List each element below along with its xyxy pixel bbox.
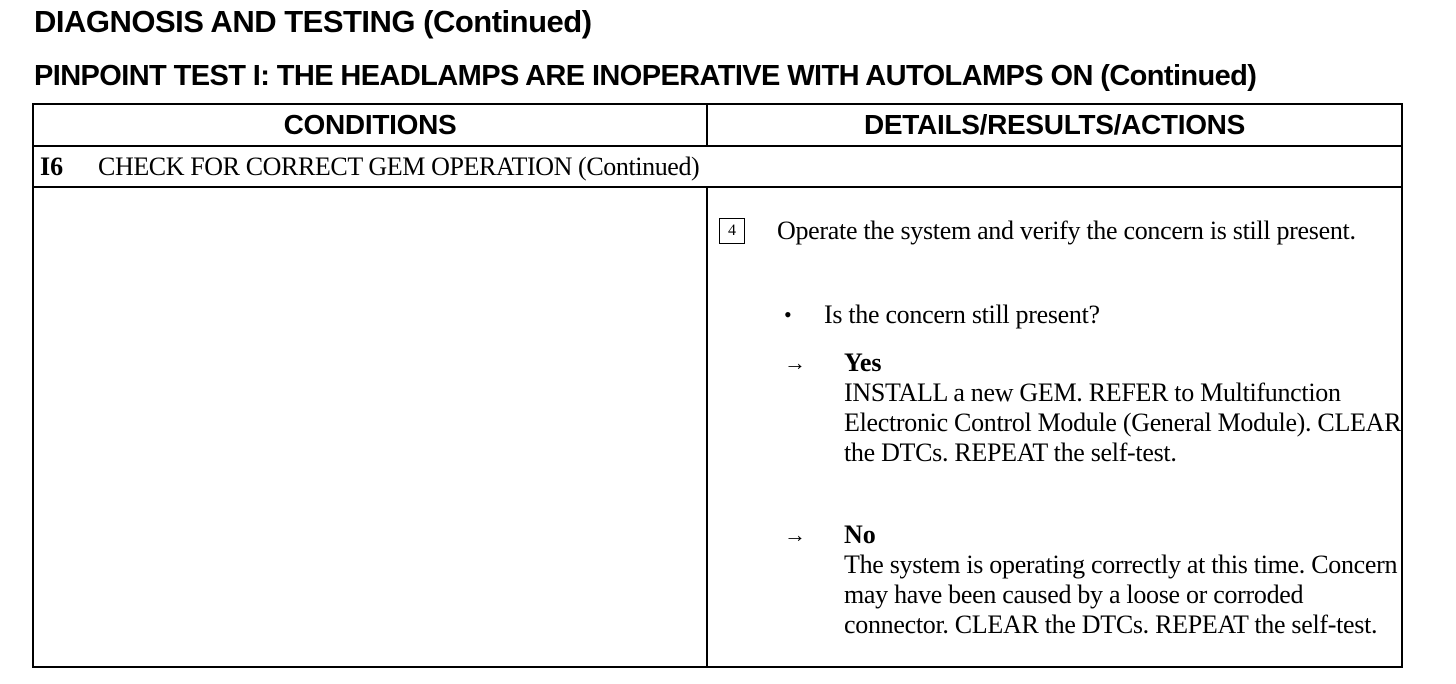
pinpoint-test-title: PINPOINT TEST I: THE HEADLAMPS ARE INOPERATIVE WITH AUTOLAMPS ON (Continued) xyxy=(34,60,1257,92)
result-label-yes: Yes xyxy=(844,348,882,377)
details-cell xyxy=(708,188,1401,666)
table-header-row xyxy=(34,105,1401,147)
substep-question: Is the concern still present? xyxy=(824,300,1100,329)
result-arrow-icon: → xyxy=(784,522,806,547)
result-label-no: No xyxy=(844,520,876,549)
substep-instruction: Operate the system and verify the concern is still present. xyxy=(777,216,1356,245)
header-column-divider xyxy=(706,105,708,145)
details-header: DETAILS/RESULTS/ACTIONS xyxy=(864,109,1245,140)
section-title: DIAGNOSIS AND TESTING (Continued) xyxy=(34,4,592,39)
pinpoint-test-table xyxy=(32,103,1403,668)
substep-number-box: 4 xyxy=(719,218,745,244)
step-row xyxy=(34,147,1401,188)
result-arrow-icon: → xyxy=(784,350,806,375)
result-action-yes: INSTALL a new GEM. REFER to Multifunction Electronic Control Module (General Module). CLEAR the DTCs. REPEAT the self-test. xyxy=(844,378,1402,467)
bullet-icon: • xyxy=(784,302,792,327)
result-action-no: The system is operating correctly at this time. Concern may have been caused by a loose or corroded connector. CLEAR the DTCs. REPEAT the self-test. xyxy=(844,550,1398,639)
step-title: CHECK FOR CORRECT GEM OPERATION (Continued) xyxy=(98,152,700,181)
conditions-header: CONDITIONS xyxy=(283,109,457,140)
step-id: I6 xyxy=(40,152,64,181)
